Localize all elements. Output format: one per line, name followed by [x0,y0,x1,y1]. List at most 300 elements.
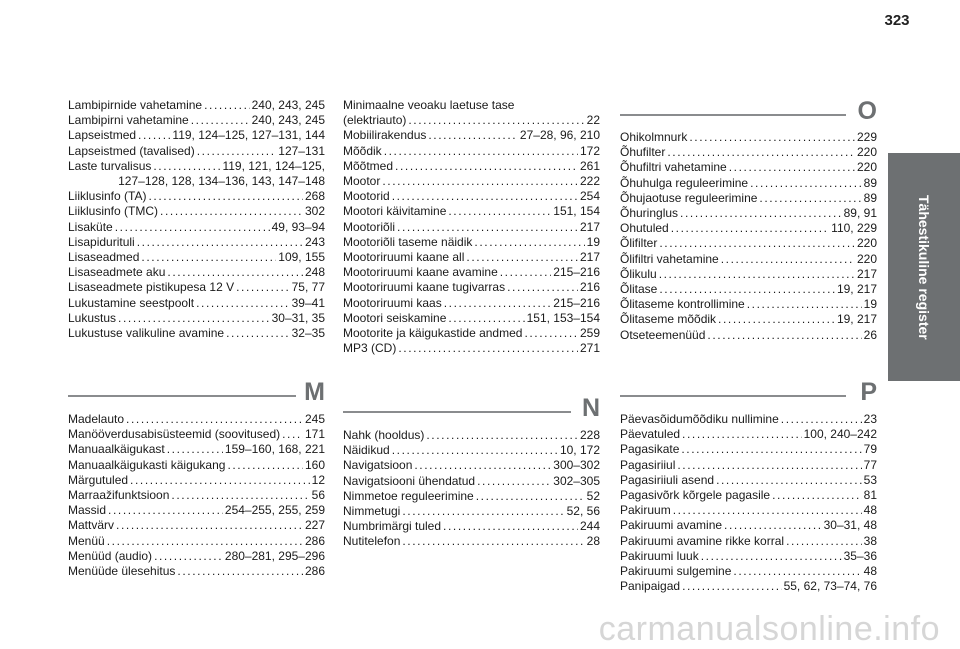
entry-text: Päevatuled [620,427,681,442]
entry-pages: 220 [856,145,877,160]
entry-pages: 48 [863,564,877,579]
index-entry [68,503,325,518]
entry-pages: 216 [579,280,600,295]
entry-pages: 119, 124–125, 127–131, 144 [172,128,325,143]
dot-leader [115,220,270,235]
entry-text: Mootori seiskamine [343,310,447,325]
dot-leader [671,221,829,236]
index-list-m [68,412,325,579]
entry-text: Pakiruumi sulgemine [620,564,732,579]
entry-pages: 300–302 [553,458,600,473]
index-entry [68,220,325,235]
entry-text: Õlifilter [620,236,658,251]
entry-pages: 49, 93–94 [271,219,325,234]
entry-text: Mõõtmed [343,158,394,173]
entry-pages: 77 [863,457,877,472]
dot-leader [130,473,310,488]
index-entry [343,428,600,443]
entry-pages: 243 [304,234,325,249]
entry-text: Menüüd (audio) [68,548,153,563]
index-entry [343,113,600,128]
index-entry [620,564,877,579]
index-entry [68,564,325,579]
entry-pages: 254 [579,189,600,204]
index-entry [343,159,600,174]
index-entry [68,204,325,219]
entry-text: Mootoriruumi kaane avamine [343,265,498,280]
entry-text: Madelauto [68,412,125,426]
entry-pages: 160 [304,457,325,472]
index-entry [68,311,325,326]
entry-pages: 127–131 [278,143,325,158]
side-tab-label: Tähestikuline register [916,194,932,340]
dot-leader [236,280,290,295]
entry-pages: 10, 172 [559,443,600,458]
dot-leader [160,204,303,219]
index-entry [620,328,877,343]
entry-pages: 261 [579,158,600,173]
entry-pages: 100, 240–242 [803,427,877,442]
dot-leader [781,412,862,427]
entry-text: Manööverdusabisüsteemid (soovitused) [68,427,281,442]
dot-leader [395,159,578,174]
index-entry [68,159,325,174]
dot-leader [667,145,855,160]
dot-leader [733,564,861,579]
dot-leader [659,282,835,297]
dot-leader [153,159,220,174]
dot-leader [747,297,862,312]
entry-pages: 302–305 [553,473,600,488]
entry-pages-continued: 127–128, 128, 134–136, 143, 147–148 [118,174,325,189]
entry-pages: 286 [304,533,325,548]
dot-leader [227,458,303,473]
entry-text: Mootoriruumi kaane all [343,250,465,265]
dot-leader [426,428,578,443]
index-entry [68,128,325,143]
entry-text: Õhuringlus [620,206,679,221]
entry-pages: 227 [304,518,325,533]
entry-text: Pakiruumi avamine rikke korral [620,533,785,548]
entry-text: Manuaalkäigukasti käigukang [68,457,226,472]
dot-leader [197,144,277,159]
index-entry [343,144,600,159]
dot-leader [772,488,862,503]
entry-pages: 39–41 [291,295,325,310]
dot-leader [466,250,578,265]
index-entry [620,442,877,457]
entry-pages: 89, 91 [843,206,877,221]
index-entry [68,144,325,159]
index-list-m-continued [343,98,600,356]
entry-pages: 254–255, 255, 259 [224,503,325,518]
entry-text: Menüüde ülesehitus [68,564,176,579]
dot-leader [701,549,842,564]
dot-leader [414,458,551,473]
entry-text: Pagasiriiul [620,457,676,472]
entry-pages: 89 [863,175,877,190]
index-entry [620,176,877,191]
entry-text: Numbrimärgi tuled [343,519,442,534]
entry-pages: 109, 155 [278,250,325,265]
entry-text: Menüü [68,533,105,548]
entry-pages: 220 [856,236,877,251]
index-entry [68,296,325,311]
entry-text: Mõõdik [343,143,382,158]
entry-pages: 268 [304,189,325,204]
entry-text: Lisaseadmete pistikupesa 12 V [68,280,235,295]
entry-pages: 79 [863,442,877,457]
index-entry [620,236,877,251]
index-entry [620,503,877,518]
entry-pages: 240, 243, 245 [251,113,325,128]
entry-text: Manuaalkäigukast [68,442,165,457]
entry-pages: 75, 77 [291,280,325,295]
entry-text: Pakiruumi luuk [620,548,699,563]
entry-text: Lukustus [68,310,117,325]
index-entry [68,189,325,204]
entry-pages: 27–28, 96, 210 [519,128,600,143]
index-entry [343,474,600,489]
entry-pages: 215–216 [553,265,600,280]
index-entry [620,549,877,564]
index-entry [68,280,325,295]
entry-pages: 19 [863,297,877,312]
entry-text: Pagasikate [620,442,680,457]
entry-text: Lapseistmed [68,128,137,143]
entry-text: Õhuhulga reguleerimine [620,175,749,190]
dot-leader [177,564,303,579]
entry-text: Lisaseadmete aku [68,265,166,280]
entry-pages: 229 [856,130,877,144]
dot-leader [154,549,223,564]
entry-text: Õlikulu [620,266,657,281]
entry-text: Päevasõidumõõdiku nullimine [620,412,779,426]
entry-pages: 53 [863,472,877,487]
dot-leader [444,296,552,311]
entry-text: Mootoriõli taseme näidik [343,234,473,249]
index-entry [343,458,600,473]
dot-leader [659,267,855,282]
dot-leader [138,128,170,143]
entry-text: Nimmetugi [343,504,401,519]
entry-text: Õhufiltri vahetamine [620,160,727,175]
dot-leader [448,311,524,326]
index-entry [620,130,877,145]
section-letter-m: M [304,378,325,406]
entry-pages: 81 [863,488,877,503]
entry-pages: 228 [579,428,600,442]
entry-pages: 55, 62, 73–74, 76 [783,579,877,594]
index-entry [343,280,600,295]
section-divider [620,395,846,397]
index-entry [343,341,600,356]
entry-text: Mootoriruumi kaane tugivarras [343,280,506,295]
dot-leader [689,130,855,145]
dot-leader [397,220,578,235]
entry-text: Nahk (hooldus) [343,428,425,442]
dot-leader [191,113,250,128]
dot-leader [408,113,584,128]
entry-text: Navigatsioon [343,458,413,473]
entry-pages: 240, 243, 245 [251,98,325,112]
dot-leader [137,235,303,250]
entry-text: Lukustamine seestpoolt [68,295,195,310]
index-entry [620,412,877,427]
index-entry [343,250,600,265]
dot-leader [500,265,552,280]
index-entry [620,160,877,175]
entry-pages: 35–36 [843,548,877,563]
dot-leader [659,236,855,251]
dot-leader [716,473,862,488]
index-entry [343,189,600,204]
entry-text: Otseteemenüüd [620,327,706,342]
dot-leader [477,474,551,489]
index-entry [620,145,877,160]
entry-text: Pagasivõrk kõrgele pagasile [620,488,771,503]
index-entry [620,252,877,267]
dot-leader [786,534,862,549]
index-entry [620,518,877,533]
letter-header-n [343,394,600,426]
entry-pages: 151, 153–154 [526,310,600,325]
dot-leader [282,427,303,442]
entry-text: MP3 (CD) [343,341,397,356]
index-entry [343,489,600,504]
index-entry [343,220,600,235]
dot-leader [729,160,855,175]
index-entry [620,534,877,549]
index-entry [68,458,325,473]
entry-text: Õlitase [620,282,658,297]
entry-text: Õlitaseme kontrollimine [620,297,745,312]
index-entry [343,534,600,549]
entry-pages: 302 [304,204,325,219]
dot-leader [474,235,584,250]
index-entry [620,191,877,206]
dot-leader [126,412,303,427]
entry-pages: 38 [863,533,877,548]
entry-text: Lambipirni vahetamine [68,113,189,128]
entry-text: Lisaseadmed [68,250,140,265]
entry-text: Lisaküte [68,219,113,234]
entry-text: Massid [68,503,107,518]
index-entry [343,235,600,250]
index-entry [620,579,877,594]
entry-pages: 19, 217 [836,282,877,297]
entry-text: Mattvärv [68,518,115,533]
entry-pages: 215–216 [553,295,600,310]
dot-leader [759,191,861,206]
dot-leader [682,579,782,594]
entry-pages: 217 [856,266,877,281]
entry-pages: 220 [856,160,877,175]
dot-leader [443,519,578,534]
index-entry [68,549,325,564]
entry-text: Mootorite ja käigukastide andmed [343,326,523,341]
entry-text: Panipaigad [620,579,681,594]
dot-leader [148,189,303,204]
entry-text: Navigatsiooni ühendatud [343,473,476,488]
index-entry [343,443,600,458]
section-letter-o: O [857,97,877,125]
entry-pages: 32–35 [291,326,325,341]
entry-text: Laste turvalisus [68,158,152,173]
entry-text: Mootoriruumi kaas [343,295,442,310]
dot-leader [167,442,223,457]
entry-pages: 30–31, 35 [271,310,325,325]
index-entry [620,267,877,282]
index-entry [620,473,877,488]
index-entry [68,488,325,503]
section-divider [343,411,571,413]
entry-text: Pakiruumi avamine [620,518,723,533]
dot-leader [204,98,250,113]
dot-leader [392,189,578,204]
dot-leader [402,534,584,549]
index-entry [68,412,325,427]
dot-leader [524,326,578,341]
entry-pages: 245 [304,412,325,426]
entry-pages: 217 [579,219,600,234]
entry-text: Mootori käivitamine [343,204,447,219]
entry-text: Ohutuled [620,221,669,236]
dot-leader [382,174,578,189]
index-entry [620,206,877,221]
entry-text: Näidikud [343,443,390,458]
index-list-o [620,130,877,343]
index-entry [68,534,325,549]
letter-header-p [620,378,877,410]
index-entry [620,427,877,442]
entry-pages: 217 [579,250,600,265]
entry-pages: 286 [304,564,325,579]
entry-text: Liiklusinfo (TMC) [68,204,159,219]
entry-pages: 23 [863,412,877,426]
dot-leader [724,518,822,533]
entry-text: Õhujaotuse reguleerimine [620,190,758,205]
index-entry [620,458,877,473]
dot-leader [707,328,861,343]
entry-pages: 244 [579,519,600,534]
entry-pages: 151, 154 [553,204,600,219]
entry-pages: 52 [586,488,600,503]
index-list-p [620,412,877,594]
entry-pages: 56 [311,488,325,503]
index-entry [620,488,877,503]
dot-leader [476,489,585,504]
entry-text: Pakiruum [620,503,671,518]
entry-pages: 110, 229 [831,221,877,236]
entry-pages: 52, 56 [566,504,600,519]
dot-leader [721,252,855,267]
entry-pages: 12 [311,472,325,487]
dot-leader [673,503,862,518]
entry-text: Lambipirnide vahetamine [68,98,203,112]
entry-pages: 248 [304,265,325,280]
dot-leader [398,341,578,356]
dot-leader [392,443,558,458]
dot-leader [750,176,862,191]
entry-pages: 280–281, 295–296 [224,548,325,563]
dot-leader [116,518,303,533]
dot-leader [680,206,842,221]
entry-text: Pagasiriiuli asend [620,472,715,487]
entry-pages: 171 [304,427,325,442]
entry-text: Õlifiltri vahetamine [620,251,719,266]
dot-leader [718,312,835,327]
entry-text: Märgutuled [68,472,129,487]
entry-pages: 19, 217 [836,312,877,327]
dot-leader [226,326,290,341]
index-entry [68,250,325,265]
entry-pages: 159–160, 168, 221 [224,442,325,457]
entry-text: Nimmetoe reguleerimine [343,488,474,503]
section-divider [68,395,296,397]
dot-leader [107,534,303,549]
entry-text: Mootor [343,174,381,189]
index-entry [68,427,325,442]
entry-pages: 119, 121, 124–125, [222,158,325,173]
dot-leader [677,458,861,473]
index-entry [620,221,877,236]
index-entry [343,128,600,143]
letter-header-m [68,378,325,410]
dot-leader [108,503,223,518]
index-entry [343,504,600,519]
entry-text: Mootoriõli [343,219,396,234]
index-list-n [343,428,600,550]
dot-leader [141,250,276,265]
index-entry [343,311,600,326]
entry-text: Nutitelefon [343,534,401,549]
section-letter-n: N [581,394,600,422]
entry-pages: 28 [586,534,600,549]
letter-header-o [620,97,877,129]
entry-pages: 172 [579,143,600,158]
dot-leader [384,144,578,159]
entry-text: Mobiilirakendus [343,128,427,143]
page-number: 323 [884,12,910,29]
section-divider [620,114,846,116]
dot-leader [196,296,290,311]
entry-text: (elektriauto) [343,113,407,128]
entry-text: Lukustuse valikuline avamine [68,326,225,341]
watermark: carmanualsonline.info [598,610,940,648]
index-entry [343,204,600,219]
entry-pages: 220 [856,251,877,266]
index-entry [68,473,325,488]
index-entry [343,326,600,341]
entry-pages: 19 [586,234,600,249]
index-entry [343,296,600,311]
index-entry [343,519,600,534]
entry-pages: 48 [863,503,877,518]
index-entry [68,442,325,457]
index-entry [68,518,325,533]
dot-leader [118,311,270,326]
entry-pages: 271 [579,341,600,356]
dot-leader [171,488,309,503]
entry-text: Liiklusinfo (TA) [68,189,147,204]
dot-leader [507,280,578,295]
dot-leader [402,504,564,519]
dot-leader [448,204,551,219]
dot-leader [428,128,518,143]
entry-text: Õhufilter [620,145,666,160]
entry-text: Lapseistmed (tavalised) [68,143,195,158]
